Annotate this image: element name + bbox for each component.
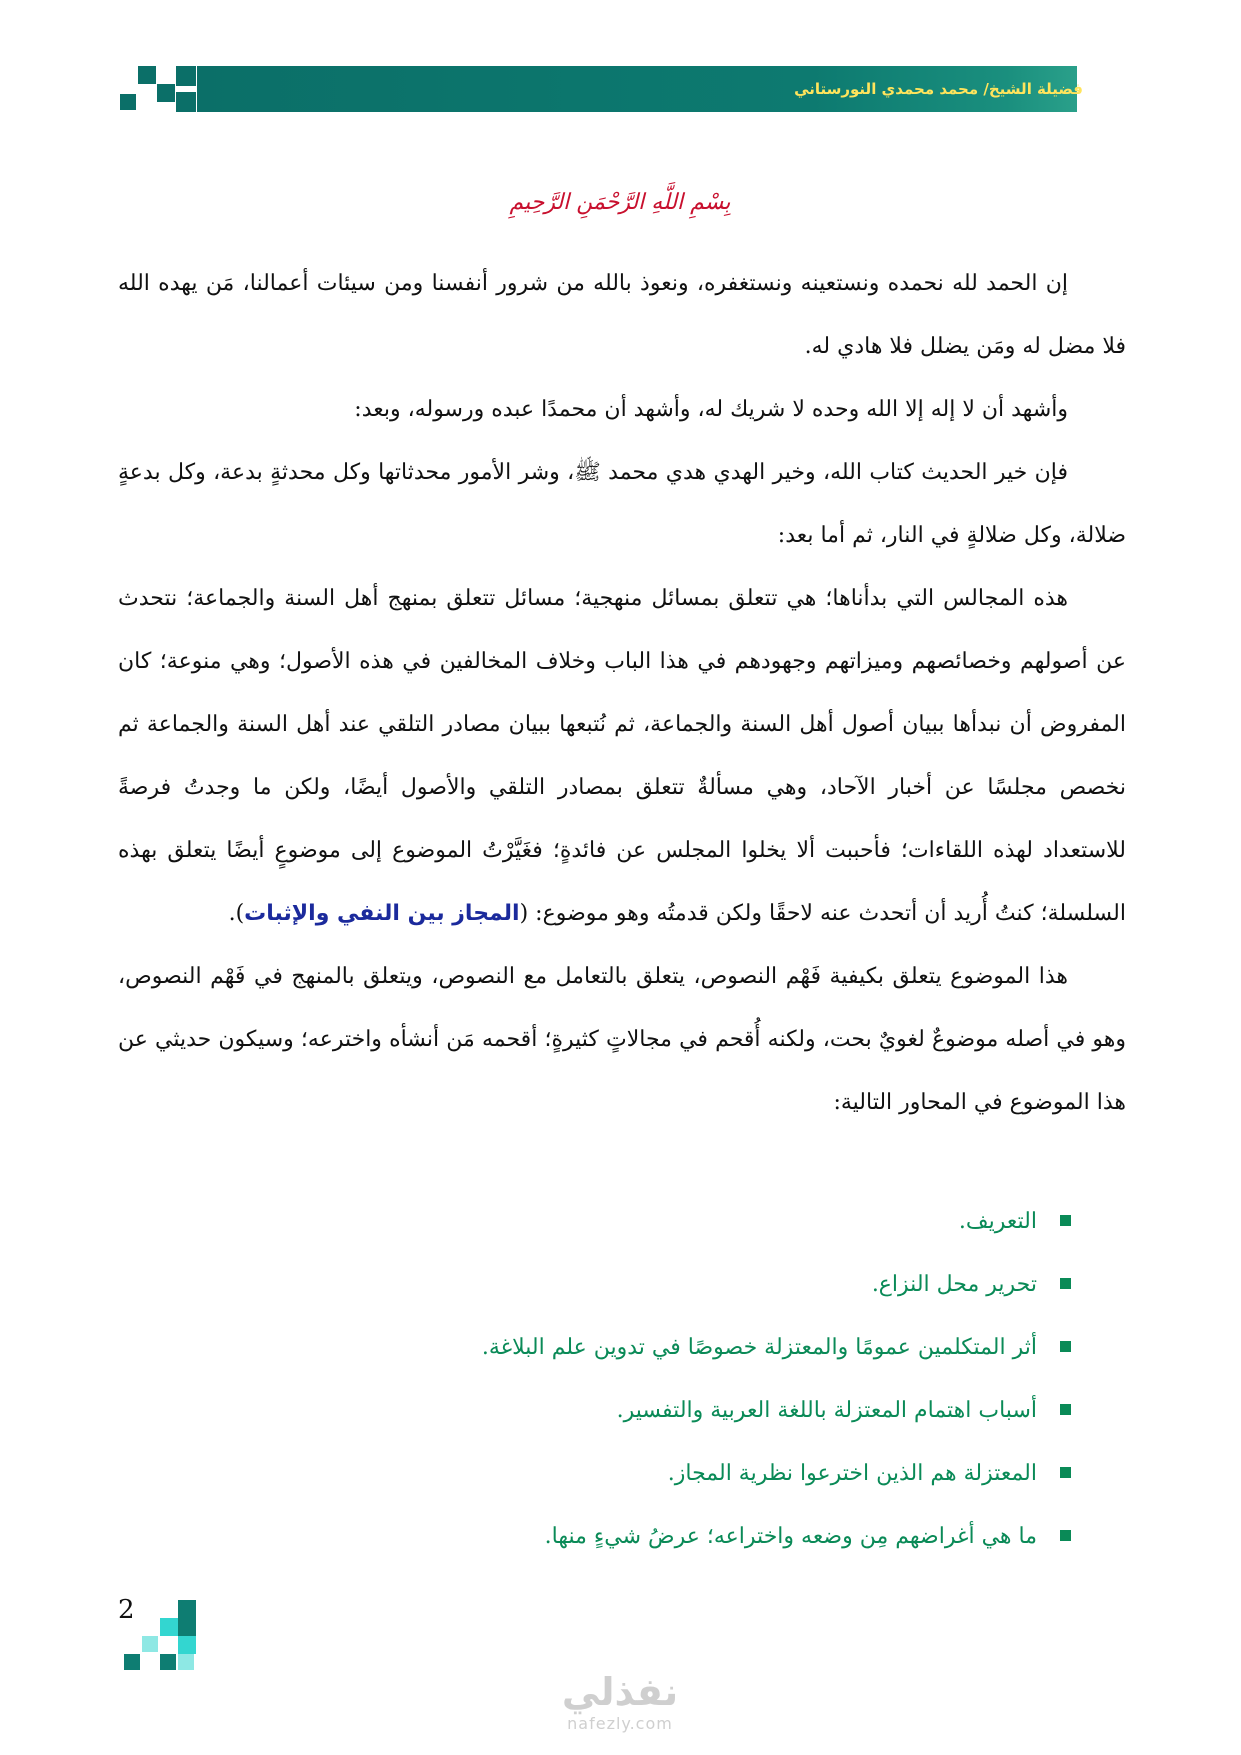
bullet-square-icon xyxy=(1060,1278,1071,1289)
list-item xyxy=(111,1190,1071,1253)
list-item xyxy=(111,1253,1071,1316)
list-item-text: المعتزلة هم الذين اخترعوا نظرية المجاز. xyxy=(667,1461,1037,1486)
intro-text-end: ). xyxy=(228,901,245,926)
bullet-square-icon xyxy=(1060,1530,1071,1541)
paragraph-introduction xyxy=(118,567,1126,945)
deco-square xyxy=(176,92,196,112)
watermark-logo xyxy=(540,1670,700,1734)
deco-square xyxy=(160,1618,178,1636)
topic-title: المجاز بين النفي والإثبات xyxy=(244,901,520,926)
list-item-text: تحرير محل النزاع. xyxy=(871,1272,1037,1297)
list-item xyxy=(111,1316,1071,1379)
deco-square xyxy=(124,1654,140,1670)
deco-square xyxy=(178,1654,194,1670)
document-body xyxy=(118,252,1126,1134)
deco-square xyxy=(178,1636,196,1654)
paragraph-khutbah: فإن خير الحديث كتاب الله، وخير الهدي هدي محمد ﷺ، وشر الأمور محدثاتها وكل محدثةٍ بدعة، وكل بدعةٍ ضلالة، وكل ضلالةٍ في النار، ثم أما بعد: xyxy=(118,460,1126,548)
list-item-text: ما هي أغراضهم مِن وضعه واختراعه؛ عرضُ شيءٍ منها. xyxy=(544,1524,1037,1549)
deco-square xyxy=(178,1600,196,1618)
paragraph-topic: هذا الموضوع يتعلق بكيفية فَهْم النصوص، يتعلق بالتعامل مع النصوص، ويتعلق بالمنهج في فَهْم النصوص، وهو في أصله موضوعٌ لغويٌ بحت، ولكنه أُقحم في مجالاتٍ كثيرةٍ؛ أقحمه مَن أنشأه واخترعه؛ وسيكون حديثي عن هذا الموضوع في المحاور التالية: xyxy=(118,964,1126,1115)
header-author-title: فضيلة الشيخ/ محمد محمدي النورستاني xyxy=(794,80,1083,98)
deco-square xyxy=(157,84,175,102)
paragraph-shahada: وأشهد أن لا إله إلا الله وحده لا شريك له، وأشهد أن محمدًا عبده ورسوله، وبعد: xyxy=(354,397,1068,422)
list-item-text: التعريف. xyxy=(958,1209,1037,1234)
topics-list xyxy=(111,1190,1071,1568)
intro-text: هذه المجالس التي بدأناها؛ هي تتعلق بمسائل منهجية؛ مسائل تتعلق بمنهج أهل السنة والجماعة؛ نتحدث عن أصولهم وخصائصهم وميزاتهم وجهودهم في هذا الباب وخلاف المخالفين في هذه الأصول؛ وهي منوعة؛ كان المفروض أن نبدأها ببيان أصول أهل السنة والجماعة، ثم نُتبعها ببيان مصادر التلقي عند أهل السنة والجماعة ثم نخصص مجلسًا عن أخبار الآحاد، وهي مسألةٌ تتعلق بمصادر التلقي والأصول أيضًا، ولكن ما وجدتُ فرصةً للاستعداد لهذه اللقاءات؛ فأحببت ألا يخلوا المجلس عن فائدةٍ؛ فغَيَّرْتُ الموضوع إلى موضوعٍ أيضًا يتعلق بهذه السلسلة؛ كنتُ أُريد أن أتحدث عنه لاحقًا ولكن قدمتُه وهو موضوع: ( xyxy=(118,586,1126,926)
bullet-square-icon xyxy=(1060,1404,1071,1415)
deco-square xyxy=(138,66,156,84)
deco-square xyxy=(176,66,196,86)
watermark-arabic: نفذلي xyxy=(561,1670,679,1714)
list-item xyxy=(111,1379,1071,1442)
list-item-text: أثر المتكلمين عمومًا والمعتزلة خصوصًا في تدوين علم البلاغة. xyxy=(481,1335,1037,1360)
bullet-square-icon xyxy=(1060,1341,1071,1352)
list-item xyxy=(111,1442,1071,1505)
bullet-square-icon xyxy=(1060,1467,1071,1478)
list-item-text: أسباب اهتمام المعتزلة باللغة العربية والتفسير. xyxy=(616,1398,1037,1423)
watermark-latin: nafezly.com xyxy=(567,1714,673,1733)
list-item xyxy=(111,1505,1071,1568)
basmala-calligraphy: بِسْمِ اللَّهِ الرَّحْمَنِ الرَّحِيمِ xyxy=(509,190,731,215)
deco-square xyxy=(120,94,136,110)
bullet-square-icon xyxy=(1060,1215,1071,1226)
page-number: 2 xyxy=(118,1595,135,1625)
deco-square xyxy=(142,1636,158,1652)
deco-square xyxy=(178,1618,196,1636)
deco-square xyxy=(160,1654,176,1670)
paragraph-opening: إن الحمد لله نحمده ونستعينه ونستغفره، ونعوذ بالله من شرور أنفسنا ومن سيئات أعمالنا، مَن يهده الله فلا مضل له ومَن يضلل فلا هادي له. xyxy=(118,271,1126,359)
